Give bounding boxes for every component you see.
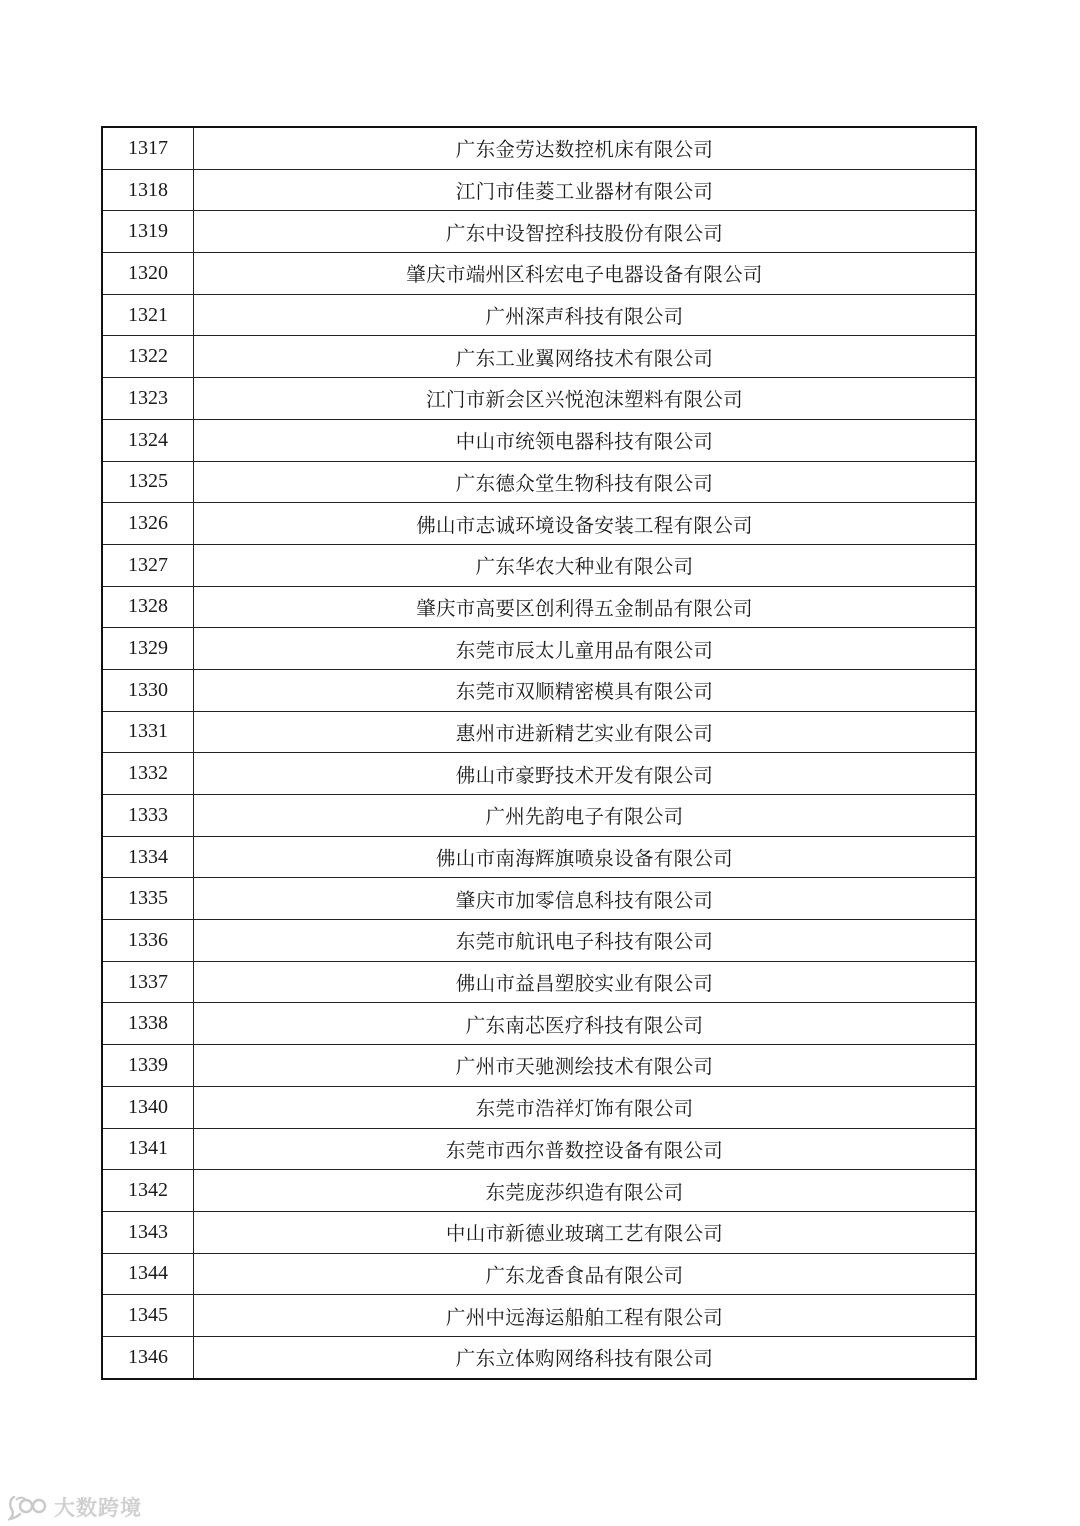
row-number-cell: 1338 <box>102 1003 194 1045</box>
table-row <box>102 378 976 420</box>
row-number-cell: 1344 <box>102 1253 194 1295</box>
table-row <box>102 1295 976 1337</box>
table-row <box>102 1336 976 1378</box>
company-name-cell: 江门市新会区兴悦泡沫塑料有限公司 <box>194 378 977 420</box>
row-number-cell: 1325 <box>102 461 194 503</box>
company-name-cell: 广东德众堂生物科技有限公司 <box>194 461 977 503</box>
company-name-cell: 佛山市南海辉旗喷泉设备有限公司 <box>194 836 977 878</box>
row-number-cell: 1319 <box>102 211 194 253</box>
table-row <box>102 1045 976 1087</box>
row-number-cell: 1331 <box>102 711 194 753</box>
watermark <box>8 1490 142 1524</box>
table-row <box>102 503 976 545</box>
table-row <box>102 336 976 378</box>
company-name-cell: 江门市佳菱工业器材有限公司 <box>194 169 977 211</box>
table-row <box>102 169 976 211</box>
company-name-cell: 佛山市志诚环境设备安装工程有限公司 <box>194 503 977 545</box>
row-number-cell: 1332 <box>102 753 194 795</box>
row-number-cell: 1346 <box>102 1336 194 1378</box>
row-number-cell: 1318 <box>102 169 194 211</box>
table-row <box>102 544 976 586</box>
table-row <box>102 1086 976 1128</box>
company-name-cell: 广东中设智控科技股份有限公司 <box>194 211 977 253</box>
chat-bubbles-logo-icon <box>8 1493 48 1521</box>
table-row <box>102 711 976 753</box>
company-name-cell: 佛山市益昌塑胶实业有限公司 <box>194 961 977 1003</box>
table-row <box>102 419 976 461</box>
row-number-cell: 1334 <box>102 836 194 878</box>
table-body <box>102 127 976 1379</box>
company-list-table <box>101 126 977 1380</box>
row-number-cell: 1327 <box>102 544 194 586</box>
row-number-cell: 1320 <box>102 253 194 295</box>
row-number-cell: 1330 <box>102 669 194 711</box>
table-row <box>102 294 976 336</box>
company-name-cell: 广州先韵电子有限公司 <box>194 795 977 837</box>
table-row <box>102 211 976 253</box>
company-name-cell: 广州中远海运船舶工程有限公司 <box>194 1295 977 1337</box>
row-number-cell: 1337 <box>102 961 194 1003</box>
company-name-cell: 广东龙香食品有限公司 <box>194 1253 977 1295</box>
row-number-cell: 1326 <box>102 503 194 545</box>
company-name-cell: 广州深声科技有限公司 <box>194 294 977 336</box>
table-row <box>102 669 976 711</box>
row-number-cell: 1322 <box>102 336 194 378</box>
company-name-cell: 佛山市豪野技术开发有限公司 <box>194 753 977 795</box>
company-name-cell: 东莞庞莎织造有限公司 <box>194 1170 977 1212</box>
company-name-cell: 中山市统领电器科技有限公司 <box>194 419 977 461</box>
table-row <box>102 753 976 795</box>
table-row <box>102 1211 976 1253</box>
row-number-cell: 1329 <box>102 628 194 670</box>
row-number-cell: 1339 <box>102 1045 194 1087</box>
company-name-cell: 肇庆市端州区科宏电子电器设备有限公司 <box>194 253 977 295</box>
company-name-cell: 肇庆市高要区创利得五金制品有限公司 <box>194 586 977 628</box>
row-number-cell: 1342 <box>102 1170 194 1212</box>
row-number-cell: 1328 <box>102 586 194 628</box>
table-row <box>102 461 976 503</box>
table-row <box>102 127 976 169</box>
row-number-cell: 1317 <box>102 127 194 169</box>
company-name-cell: 广东工业翼网络技术有限公司 <box>194 336 977 378</box>
company-name-cell: 东莞市双顺精密模具有限公司 <box>194 669 977 711</box>
row-number-cell: 1335 <box>102 878 194 920</box>
row-number-cell: 1336 <box>102 920 194 962</box>
company-name-cell: 中山市新德业玻璃工艺有限公司 <box>194 1211 977 1253</box>
table-row <box>102 795 976 837</box>
table-row <box>102 586 976 628</box>
company-name-cell: 广东南芯医疗科技有限公司 <box>194 1003 977 1045</box>
table-row <box>102 920 976 962</box>
company-name-cell: 惠州市进新精艺实业有限公司 <box>194 711 977 753</box>
row-number-cell: 1321 <box>102 294 194 336</box>
company-name-cell: 广州市天驰测绘技术有限公司 <box>194 1045 977 1087</box>
row-number-cell: 1341 <box>102 1128 194 1170</box>
row-number-cell: 1343 <box>102 1211 194 1253</box>
company-name-cell: 东莞市航讯电子科技有限公司 <box>194 920 977 962</box>
table-row <box>102 1170 976 1212</box>
watermark-text: 大数跨境 <box>54 1496 142 1520</box>
company-name-cell: 东莞市浩祥灯饰有限公司 <box>194 1086 977 1128</box>
table-row <box>102 961 976 1003</box>
table-row <box>102 1003 976 1045</box>
table-row <box>102 878 976 920</box>
company-name-cell: 东莞市辰太儿童用品有限公司 <box>194 628 977 670</box>
company-name-cell: 广东金劳达数控机床有限公司 <box>194 127 977 169</box>
company-name-cell: 广东华农大种业有限公司 <box>194 544 977 586</box>
company-name-cell: 肇庆市加零信息科技有限公司 <box>194 878 977 920</box>
row-number-cell: 1324 <box>102 419 194 461</box>
table-row <box>102 1128 976 1170</box>
company-name-cell: 东莞市西尔普数控设备有限公司 <box>194 1128 977 1170</box>
row-number-cell: 1340 <box>102 1086 194 1128</box>
row-number-cell: 1323 <box>102 378 194 420</box>
row-number-cell: 1333 <box>102 795 194 837</box>
table-row <box>102 836 976 878</box>
table-row <box>102 1253 976 1295</box>
row-number-cell: 1345 <box>102 1295 194 1337</box>
table-row <box>102 628 976 670</box>
company-name-cell: 广东立体购网络科技有限公司 <box>194 1336 977 1378</box>
table-row <box>102 253 976 295</box>
